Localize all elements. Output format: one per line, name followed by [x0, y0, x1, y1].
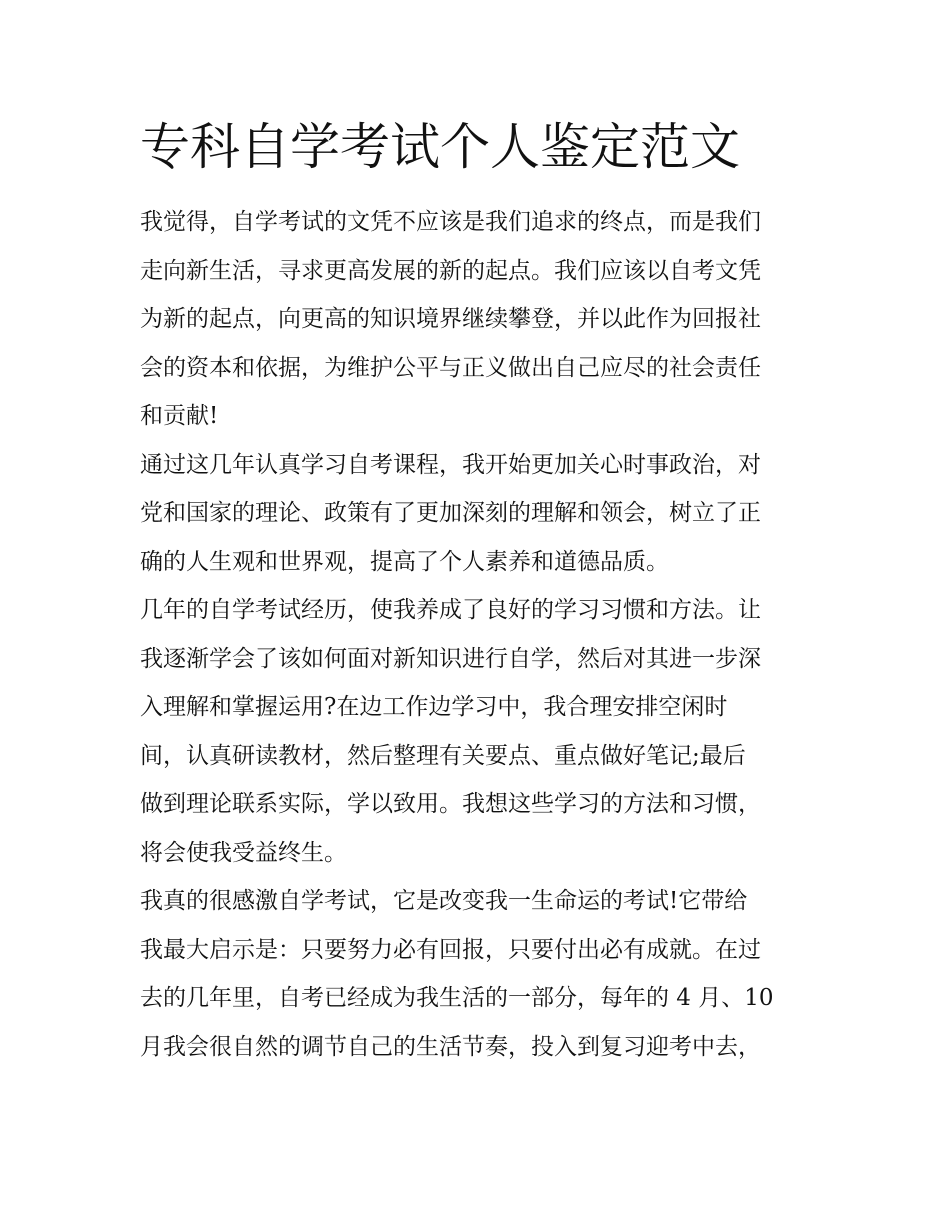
- text-line: 去的几年里，自考已经成为我生活的一部分，每年的 4 月、10: [140, 985, 774, 1011]
- text-line: 我最大启示是：只要努力必有回报，只要付出必有成就。在过: [140, 936, 761, 963]
- text-line: 将会使我受益终生。: [140, 839, 347, 866]
- text-line: 我真的很感激自学考试，它是改变我一生命运的考试!它带给: [140, 888, 748, 914]
- text-line: 我逐渐学会了该如何面对新知识进行自学，然后对其进一步深: [140, 645, 761, 672]
- text-line: 会的资本和依据，为维护公平与正义做出自己应尽的社会责任: [140, 354, 761, 381]
- text-line: 做到理论联系实际，学以致用。我想这些学习的方法和习惯，: [140, 791, 761, 817]
- text-line: 通过这几年认真学习自考课程，我开始更加关心时事政治，对: [140, 451, 761, 478]
- text-line: 走向新生活，寻求更高发展的新的起点。我们应该以自考文凭: [140, 257, 761, 284]
- text-line: 几年的自学考试经历，使我养成了良好的学习习惯和方法。让: [140, 597, 761, 623]
- text-line: 间，认真研读教材，然后整理有关要点、重点做好笔记;最后: [140, 742, 746, 769]
- document-title: 专科自学考试个人鉴定范文: [140, 118, 740, 176]
- text-line: 和贡献!: [140, 403, 219, 429]
- text-line: 党和国家的理论、政策有了更加深刻的理解和领会，树立了正: [140, 500, 761, 526]
- text-line: 我觉得，自学考试的文凭不应该是我们追求的终点，而是我们: [140, 209, 761, 235]
- text-line: 月我会很自然的调节自己的生活节奏，投入到复习迎考中去，: [140, 1033, 761, 1060]
- text-line: 确的人生观和世界观，提高了个人素养和道德品质。: [140, 548, 669, 575]
- text-line: 入理解和掌握运用?在边工作边学习中，我合理安排空闲时: [140, 694, 728, 720]
- document-body: [140, 198, 820, 1071]
- text-line: 为新的起点，向更高的知识境界继续攀登，并以此作为回报社: [140, 306, 761, 332]
